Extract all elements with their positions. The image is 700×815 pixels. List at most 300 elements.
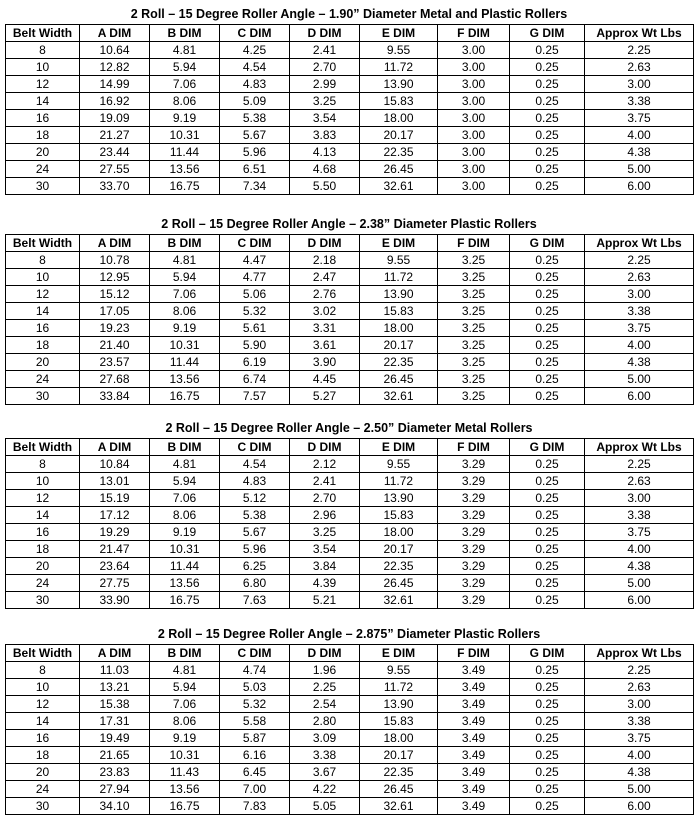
table-cell: 7.00 [220,781,290,798]
table-cell: 5.00 [585,371,694,388]
table-cell: 23.44 [80,144,150,161]
table-cell: 3.25 [438,252,510,269]
column-header: A DIM [80,25,150,42]
table-cell: 0.25 [510,798,585,815]
table-cell: 3.25 [438,269,510,286]
table-cell: 34.10 [80,798,150,815]
table-cell: 16.92 [80,93,150,110]
table-cell: 2.12 [290,456,360,473]
column-header: C DIM [220,25,290,42]
table-cell: 0.25 [510,524,585,541]
table-cell: 20 [6,354,80,371]
table-cell: 5.94 [150,59,220,76]
table-cell: 21.65 [80,747,150,764]
table-cell: 3.75 [585,320,694,337]
table-cell: 15.83 [360,713,438,730]
table-title: 2 Roll – 15 Degree Roller Angle – 2.50” Diameter Metal Rollers [165,421,533,435]
column-header: C DIM [220,645,290,662]
table-row [6,42,694,59]
table-cell: 3.29 [438,456,510,473]
table-cell: 3.49 [438,798,510,815]
table-cell: 9.55 [360,252,438,269]
table-cell: 3.49 [438,696,510,713]
table-cell: 2.63 [585,269,694,286]
table-row [6,524,694,541]
table-cell: 0.25 [510,696,585,713]
table-cell: 3.54 [290,541,360,558]
table-cell: 3.00 [438,42,510,59]
table-cell: 18.00 [360,730,438,747]
table-row [6,456,694,473]
table-title: 2 Roll – 15 Degree Roller Angle – 1.90” Diameter Metal and Plastic Rollers [130,7,568,21]
table-cell: 6.51 [220,161,290,178]
table-cell: 10.78 [80,252,150,269]
header-row [6,645,694,662]
table-cell: 14 [6,93,80,110]
table-cell: 0.25 [510,541,585,558]
table-cell: 13.21 [80,679,150,696]
table-cell: 4.81 [150,456,220,473]
column-header: A DIM [80,235,150,252]
table-cell: 5.94 [150,679,220,696]
table-cell: 26.45 [360,575,438,592]
table-cell: 19.09 [80,110,150,127]
table-cell: 3.38 [585,303,694,320]
table-cell: 6.00 [585,178,694,195]
table-cell: 9.19 [150,320,220,337]
table-cell: 6.45 [220,764,290,781]
table-cell: 4.00 [585,127,694,144]
table-cell: 15.12 [80,286,150,303]
table-cell: 0.25 [510,490,585,507]
column-header: G DIM [510,235,585,252]
table-cell: 1.96 [290,662,360,679]
table-cell: 24 [6,781,80,798]
table-cell: 12 [6,696,80,713]
table-row [6,371,694,388]
table-cell: 0.25 [510,269,585,286]
table-row [6,76,694,93]
column-header: B DIM [150,235,220,252]
table-cell: 0.25 [510,252,585,269]
table-title: 2 Roll – 15 Degree Roller Angle – 2.875” Diameter Plastic Rollers [157,627,541,641]
table-cell: 5.96 [220,144,290,161]
table-row [6,747,694,764]
table-cell: 20 [6,144,80,161]
column-header: A DIM [80,645,150,662]
table-cell: 5.00 [585,781,694,798]
table-cell: 0.25 [510,127,585,144]
column-header: Belt Width [6,235,80,252]
table-cell: 4.47 [220,252,290,269]
table-cell: 23.64 [80,558,150,575]
table-cell: 4.38 [585,354,694,371]
table-cell: 10.64 [80,42,150,59]
table-cell: 4.38 [585,764,694,781]
table-cell: 10.31 [150,747,220,764]
dimension-table [5,438,694,609]
table-cell: 5.09 [220,93,290,110]
table-cell: 0.25 [510,110,585,127]
table-cell: 5.90 [220,337,290,354]
table-cell: 8.06 [150,303,220,320]
table-cell: 17.12 [80,507,150,524]
table-cell: 3.25 [438,320,510,337]
table-cell: 5.61 [220,320,290,337]
table-cell: 16.75 [150,178,220,195]
table-cell: 14 [6,303,80,320]
table-cell: 3.49 [438,662,510,679]
column-header: F DIM [438,645,510,662]
column-header: G DIM [510,439,585,456]
table-cell: 3.54 [290,110,360,127]
table-cell: 2.63 [585,59,694,76]
table-cell: 3.75 [585,524,694,541]
table-row [6,269,694,286]
table-cell: 30 [6,178,80,195]
table-row [6,798,694,815]
table-cell: 7.06 [150,286,220,303]
column-header: E DIM [360,645,438,662]
table-cell: 16 [6,110,80,127]
table-cell: 10.84 [80,456,150,473]
column-header: F DIM [438,25,510,42]
column-header: Approx Wt Lbs [585,25,694,42]
table-cell: 3.67 [290,764,360,781]
table-cell: 2.25 [585,662,694,679]
column-header: Belt Width [6,645,80,662]
table-cell: 5.94 [150,473,220,490]
table-cell: 11.44 [150,144,220,161]
table-cell: 2.18 [290,252,360,269]
table-cell: 24 [6,371,80,388]
table-cell: 0.25 [510,507,585,524]
table-cell: 33.70 [80,178,150,195]
table-row [6,354,694,371]
table-cell: 15.83 [360,303,438,320]
table-cell: 9.19 [150,730,220,747]
table-cell: 0.25 [510,730,585,747]
table-cell: 0.25 [510,558,585,575]
table-cell: 4.00 [585,747,694,764]
table-cell: 5.00 [585,575,694,592]
table-cell: 26.45 [360,781,438,798]
table-cell: 3.00 [585,76,694,93]
table-cell: 3.00 [438,144,510,161]
dimension-table [5,644,694,815]
table-cell: 7.06 [150,76,220,93]
table-row [6,713,694,730]
table-cell: 33.90 [80,592,150,609]
table-cell: 0.25 [510,337,585,354]
table-row [6,303,694,320]
table-cell: 9.55 [360,456,438,473]
table-row [6,144,694,161]
table-cell: 2.47 [290,269,360,286]
table-cell: 10 [6,679,80,696]
table-cell: 20.17 [360,747,438,764]
table-cell: 12.95 [80,269,150,286]
table-cell: 6.16 [220,747,290,764]
column-header: G DIM [510,25,585,42]
table-cell: 4.83 [220,76,290,93]
table-cell: 11.72 [360,679,438,696]
table-cell: 19.29 [80,524,150,541]
table-cell: 6.74 [220,371,290,388]
table-cell: 22.35 [360,144,438,161]
table-cell: 0.25 [510,456,585,473]
table-cell: 5.67 [220,127,290,144]
table-row [6,59,694,76]
table-cell: 21.47 [80,541,150,558]
table-cell: 3.38 [585,713,694,730]
column-header: B DIM [150,25,220,42]
column-header: D DIM [290,439,360,456]
table-cell: 11.03 [80,662,150,679]
table-cell: 20 [6,558,80,575]
table-cell: 18 [6,337,80,354]
table-title: 2 Roll – 15 Degree Roller Angle – 2.38” Diameter Plastic Rollers [161,217,537,231]
column-header: D DIM [290,235,360,252]
table-cell: 3.25 [438,286,510,303]
table-cell: 2.70 [290,59,360,76]
column-header: G DIM [510,645,585,662]
table-cell: 2.25 [585,252,694,269]
table-cell: 2.63 [585,679,694,696]
column-header: B DIM [150,645,220,662]
table-cell: 3.49 [438,730,510,747]
table-cell: 4.45 [290,371,360,388]
table-cell: 8 [6,456,80,473]
table-cell: 3.25 [290,524,360,541]
table-cell: 3.00 [438,93,510,110]
table-cell: 21.40 [80,337,150,354]
table-cell: 18 [6,747,80,764]
table-cell: 0.25 [510,575,585,592]
column-header: C DIM [220,439,290,456]
table-cell: 2.54 [290,696,360,713]
table-cell: 26.45 [360,371,438,388]
table-cell: 17.31 [80,713,150,730]
table-cell: 3.38 [290,747,360,764]
table-cell: 30 [6,798,80,815]
table-cell: 0.25 [510,592,585,609]
table-cell: 5.00 [585,161,694,178]
table-cell: 0.25 [510,747,585,764]
table-cell: 12 [6,76,80,93]
table-cell: 21.27 [80,127,150,144]
table-cell: 3.49 [438,747,510,764]
table-cell: 32.61 [360,592,438,609]
table-cell: 33.84 [80,388,150,405]
dimension-table [5,24,694,195]
table-cell: 17.05 [80,303,150,320]
table-cell: 16 [6,730,80,747]
table-cell: 18 [6,127,80,144]
table-row [6,337,694,354]
table-cell: 14.99 [80,76,150,93]
table-cell: 18.00 [360,524,438,541]
table-row [6,696,694,713]
column-header: Approx Wt Lbs [585,645,694,662]
table-cell: 2.41 [290,473,360,490]
table-cell: 7.83 [220,798,290,815]
table-cell: 4.38 [585,558,694,575]
table-section [5,4,693,195]
table-cell: 3.29 [438,490,510,507]
table-cell: 12 [6,490,80,507]
table-cell: 7.34 [220,178,290,195]
table-cell: 30 [6,388,80,405]
table-cell: 5.05 [290,798,360,815]
table-cell: 3.31 [290,320,360,337]
table-cell: 3.49 [438,764,510,781]
table-cell: 3.09 [290,730,360,747]
table-cell: 30 [6,592,80,609]
table-cell: 2.25 [585,42,694,59]
table-cell: 4.00 [585,337,694,354]
table-cell: 0.25 [510,178,585,195]
table-cell: 24 [6,575,80,592]
table-cell: 5.32 [220,303,290,320]
table-cell: 3.29 [438,558,510,575]
table-cell: 27.55 [80,161,150,178]
table-cell: 16.75 [150,592,220,609]
table-cell: 3.25 [438,388,510,405]
table-cell: 8 [6,42,80,59]
table-cell: 4.38 [585,144,694,161]
table-row [6,507,694,524]
table-cell: 5.50 [290,178,360,195]
table-cell: 3.29 [438,575,510,592]
table-cell: 18 [6,541,80,558]
table-cell: 12 [6,286,80,303]
table-cell: 3.00 [585,286,694,303]
table-row [6,473,694,490]
table-cell: 27.94 [80,781,150,798]
table-cell: 18.00 [360,320,438,337]
table-cell: 14 [6,507,80,524]
table-cell: 4.22 [290,781,360,798]
column-header: Approx Wt Lbs [585,439,694,456]
table-cell: 4.81 [150,42,220,59]
table-cell: 20.17 [360,337,438,354]
table-cell: 20.17 [360,127,438,144]
table-cell: 3.25 [438,303,510,320]
table-row [6,575,694,592]
table-cell: 7.06 [150,696,220,713]
table-cell: 15.83 [360,507,438,524]
table-cell: 3.00 [438,178,510,195]
table-cell: 2.80 [290,713,360,730]
table-cell: 4.54 [220,59,290,76]
table-cell: 3.29 [438,473,510,490]
table-cell: 2.25 [585,456,694,473]
table-cell: 3.29 [438,592,510,609]
table-cell: 0.25 [510,679,585,696]
table-cell: 22.35 [360,558,438,575]
table-cell: 10 [6,269,80,286]
table-cell: 3.00 [585,490,694,507]
table-cell: 2.70 [290,490,360,507]
table-row [6,388,694,405]
table-cell: 10.31 [150,337,220,354]
table-cell: 19.49 [80,730,150,747]
table-cell: 3.90 [290,354,360,371]
table-cell: 16.75 [150,388,220,405]
table-cell: 0.25 [510,371,585,388]
table-row [6,592,694,609]
table-cell: 15.19 [80,490,150,507]
table-cell: 4.77 [220,269,290,286]
table-cell: 19.23 [80,320,150,337]
table-cell: 16.75 [150,798,220,815]
table-cell: 3.00 [438,110,510,127]
table-cell: 3.02 [290,303,360,320]
table-cell: 22.35 [360,764,438,781]
table-cell: 7.06 [150,490,220,507]
table-section [5,418,693,609]
table-row [6,730,694,747]
table-cell: 8 [6,252,80,269]
table-cell: 5.96 [220,541,290,558]
header-row [6,439,694,456]
table-cell: 20 [6,764,80,781]
table-cell: 10.31 [150,127,220,144]
table-cell: 13.56 [150,161,220,178]
table-cell: 6.00 [585,798,694,815]
table-cell: 3.84 [290,558,360,575]
table-cell: 22.35 [360,354,438,371]
table-row [6,110,694,127]
table-cell: 6.80 [220,575,290,592]
table-cell: 16 [6,320,80,337]
table-cell: 13.90 [360,696,438,713]
table-cell: 3.49 [438,679,510,696]
table-cell: 2.76 [290,286,360,303]
table-cell: 8.06 [150,93,220,110]
table-cell: 5.38 [220,507,290,524]
table-cell: 27.75 [80,575,150,592]
column-header: B DIM [150,439,220,456]
column-header: F DIM [438,439,510,456]
table-cell: 0.25 [510,320,585,337]
table-cell: 4.39 [290,575,360,592]
table-row [6,558,694,575]
table-cell: 5.12 [220,490,290,507]
table-cell: 32.61 [360,178,438,195]
table-cell: 3.38 [585,507,694,524]
table-cell: 0.25 [510,303,585,320]
table-row [6,679,694,696]
table-cell: 5.32 [220,696,290,713]
table-cell: 2.41 [290,42,360,59]
table-row [6,252,694,269]
table-cell: 5.06 [220,286,290,303]
table-cell: 13.90 [360,76,438,93]
table-cell: 0.25 [510,42,585,59]
table-cell: 3.83 [290,127,360,144]
table-cell: 0.25 [510,354,585,371]
header-row [6,235,694,252]
table-cell: 7.63 [220,592,290,609]
table-cell: 5.03 [220,679,290,696]
table-cell: 4.25 [220,42,290,59]
table-cell: 0.25 [510,161,585,178]
table-cell: 3.00 [438,59,510,76]
table-cell: 13.90 [360,286,438,303]
table-cell: 3.61 [290,337,360,354]
